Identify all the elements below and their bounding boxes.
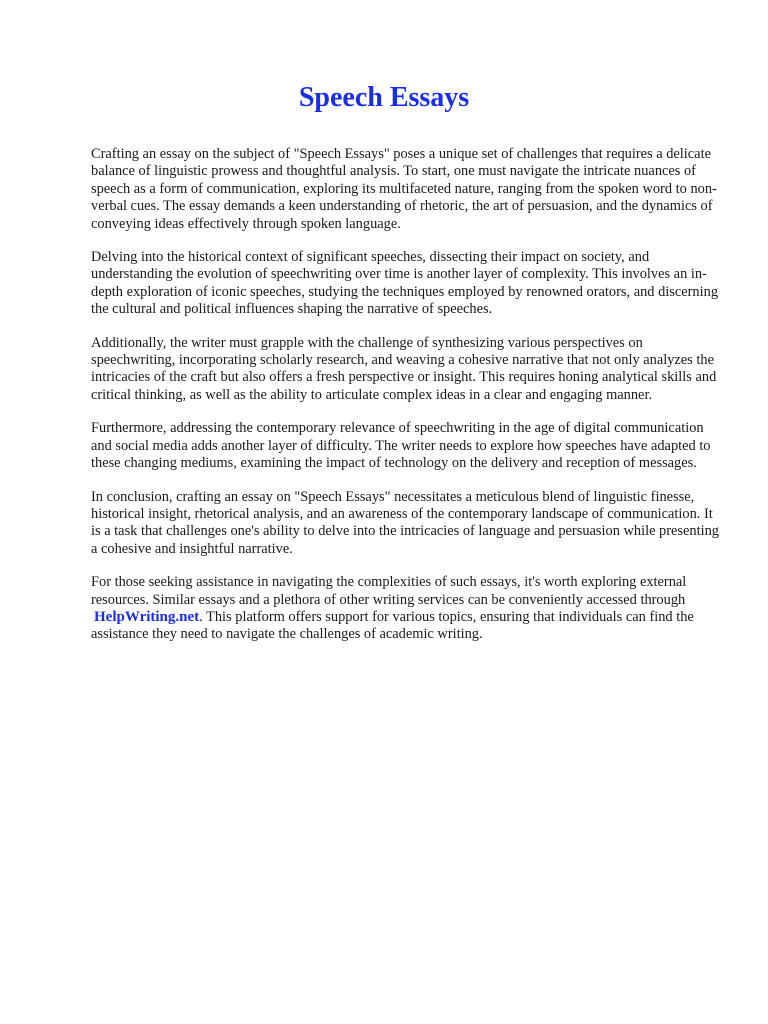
paragraph-1: Crafting an essay on the subject of "Speech Essays" poses a unique set of challenges that requires a delicate balance of linguistic prowess and thoughtful analysis. To start, one must navigate the intricate nuances of speech as a form of communication, exploring its multifaceted nature, ranging from the spoken word to non-verbal cues. The essay demands a keen understanding of rhetoric, the art of persuasion, and the dynamics of conveying ideas effectively through spoken language. <box>91 146 717 232</box>
paragraph-5: In conclusion, crafting an essay on "Speech Essays" necessitates a meticulous blend of linguistic finesse, historical insight, rhetorical analysis, and an awareness of the contemporary landscape of communication. It is a task that challenges one's ability to delve into the intricacies of language and persuasion while presenting a cohesive and insightful narrative. <box>91 488 720 557</box>
paragraph-6-tail: . This platform offers support for various topics, ensuring that individuals can find the assistance they need to navigate the challenges of academic writing. <box>91 608 694 643</box>
paragraph-4: Furthermore, addressing the contemporary relevance of speechwriting in the age of digital communication and social media adds another layer of difficulty. The writer needs to explore how speeches have adapted to these changing mediums, examining the impact of technology on the delivery and reception of messages. <box>91 420 711 472</box>
paragraph-6-lead: For those seeking assistance in navigating the complexities of such essays, it's worth exploring external resources. Similar essays and a plethora of other writing services can be conveniently accessed through <box>91 574 687 608</box>
helpwriting-link[interactable]: HelpWriting.net <box>94 608 200 625</box>
paragraph-3: Additionally, the writer must grapple with the challenge of synthesizing various perspectives on speechwriting, incorporating scholarly research, and weaving a cohesive narrative that not only analyzes the intricacies of the craft but also offers a fresh perspective or insight. This requires honing analytical skills and critical thinking, as well as the ability to articulate complex ideas in a clear and engaging manner. <box>91 334 717 403</box>
paragraph-2: Delving into the historical context of significant speeches, dissecting their impact on society, and understanding the evolution of speechwriting over time is another layer of complexity. This involves an in-depth exploration of iconic speeches, studying the techniques employed by renowned orators, and discerning the cultural and political influences shaping the narrative of speeches. <box>91 249 719 318</box>
essay-body <box>91 146 723 660</box>
page-title: Speech Essays <box>298 82 470 113</box>
paragraph-6 <box>91 574 723 644</box>
